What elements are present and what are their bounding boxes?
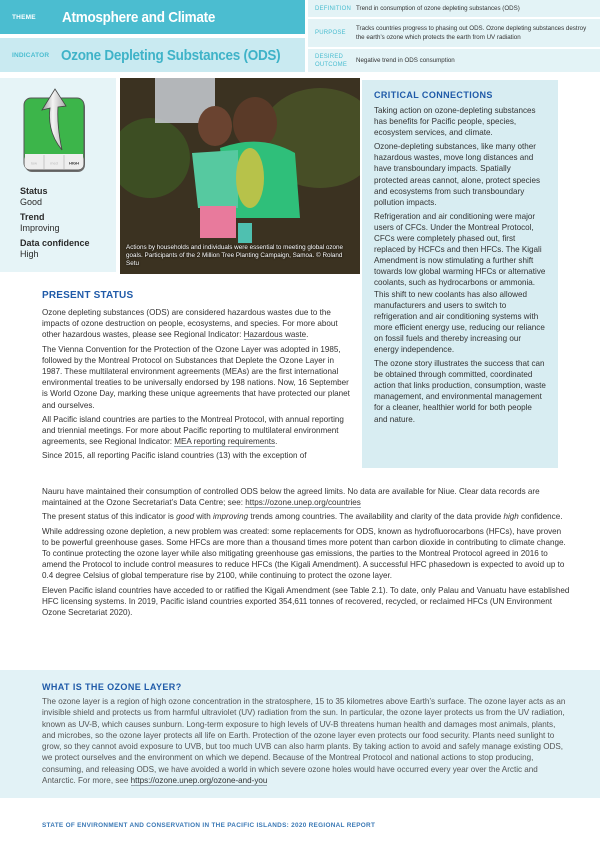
ps-paragraph [42,486,570,508]
ps-paragraph: The Vienna Convention for the Protection of the Ozone Layer was adopted in 1985, followed by the Montreal Protocol on Substances that Deplete the Ozone Layer in 1987. These multilateral environment agreements (MEAs) are the first international environmental treaties to be universally endorsed by 198 nations. Now, 16 September is World Ozone Day, marking these unique agreements that have protected our planet and ourselves. [42,344,350,410]
critical-connections-box [362,80,558,468]
ozone-layer-body: The ozone layer is a region of high ozone concentration in the stratosphere, 15 to 35 kilometres above Earth’s surface. The ozone layer acts as an invisible shield and protects us from harmful ultraviolet (UV) radiation from the sun. In particular, the ozone layer protects us from the UV radiation, known as UV-B, which causes sunburn. Long-term exposure to high levels of UV-B threatens human health and damages most animals, plants, and microbes, so the ozone layer protects all life on Earth. Protection of the ozone layer even protects our food security. Plants need sunlight to grow, so they cannot avoid exposure to UVB, but too much UVB can also harm plants. By taking action to avoid and safely manage existing ODS, we protect ourselves and the environment on which we depend. Because of the Montreal Protocol and national actions to stop producing, consuming, and releasing ODS, we have avoided a world in which severe ozone holes would have occurred every year over the Arctic and Antarctic. For more, see [42,697,566,786]
indicator-bar [0,38,305,72]
trend-value: Improving [20,223,60,233]
status-label: Status [20,186,48,196]
mea-reporting-link[interactable]: MEA reporting requirements [174,437,276,447]
purpose-label: PURPOSE [315,30,346,36]
ps-paragraph [42,414,354,448]
indicator-title: Ozone Depleting Substances (ODS) [61,46,281,64]
ps-emphasis: good [176,512,195,522]
photo-child-face [198,106,232,146]
ps-text: Ozone depleting substances (ODS) are considered hazardous wastes due to the impacts of ozone destruction on people, ecosystems, and species. For more about other hazardous wastes, please see Regional Indicator: [42,308,338,340]
trend-block [20,212,60,234]
report-footer: STATE OF ENVIRONMENT AND CONSERVATION IN THE PACIFIC ISLANDS: 2020 REGIONAL REPORT [42,822,376,829]
status-value: Good [20,197,43,207]
confidence-block [20,238,90,260]
ps-text: . [306,330,309,340]
cc-paragraph: The ozone story illustrates the success that can be obtained through committed, coordinated action that links production, consumption, waste management, and environmental management for a cleaner, healthier world for both people and nature. [374,359,546,424]
ozone-countries-link[interactable]: https://ozone.unep.org/countries [245,498,361,508]
gauge-level-med: med [50,160,58,166]
confidence-label: Data confidence [20,238,90,248]
ozone-layer-text [42,696,570,786]
ozone-layer-title: WHAT IS THE OZONE LAYER? [42,682,182,692]
ps-text: trends among countries. The availability and clarity of the data provide [248,512,504,522]
theme-label: THEME [12,13,36,21]
photo-child-shirt [192,150,238,208]
photo-caption: Actions by households and individuals were essential to meeting global ozone goals. Participants of the 2 Million Tree Planting Campaign, Samoa. © Roland Setu [126,244,344,267]
ozone-layer-box [0,670,600,798]
gauge-level-low: low [30,160,38,166]
definition-row [308,0,600,17]
gauge-strip-top [25,154,83,157]
photo-woman-face [233,97,277,149]
present-status-wide [42,486,570,621]
trend-label: Trend [20,212,45,222]
definition-panel [308,0,600,72]
outcome-text: Negative trend in ODS consumption [356,56,455,64]
outcome-label: DESIRED OUTCOME [315,53,348,68]
ps-text: All Pacific island countries are parties to the Montreal Protocol, with annual reporting and triennial meetings. For more about Pacific reporting to multilateral environment agreements, see Regional Indicator: [42,414,344,447]
indicator-label: INDICATOR [12,51,50,59]
photo-seedling [236,148,264,208]
status-gauge [22,88,88,174]
definition-label: DEFINITION [315,5,351,12]
critical-connections-title: CRITICAL CONNECTIONS [374,90,493,100]
photo-child-shorts [200,206,236,238]
ps-paragraph: Eleven Pacific island countries have acceded to or ratified the Kigali Amendment (see Table 2.1). To date, only Palau and Vanuatu have established HFC licensing systems. In 2019, Pacific island countries exported 354,611 tonnes of recovered, recycled, or reclaimed HFCs (UN Environment Ozone Secretariat 2020). [42,585,570,618]
outcome-row [308,49,600,72]
gauge-level-high: HIGH [69,160,79,166]
purpose-text: Tracks countries progress to phasing out ODS. Ozone depleting substances destroy the earth’s ozone which protects the earth from UV radiation [356,24,587,41]
tree-planting-photo [120,78,360,274]
ps-text: The present status of this indicator is [42,512,177,522]
cc-paragraph: Ozone-depleting substances, like many other hazardous wastes, move long distances and have transboundary impacts. Spatially protected areas cannot, alone, protect species and ecosystems from such transboundary pollution impacts. [374,142,541,207]
cc-paragraph: Refrigeration and air conditioning were major users of CFCs. Under the Montreal Protocol, CFCs were completely phased out, first replaced by HCFCs and then HFCs. The Kigali Amendment is now stimulating a further shift towards low global warming HFCs or alternative coolants, such as hydrocarbons or ammonia. This shift to new coolants has also allowed manufacturers and users to switch to refrigeration and air conditioning systems with more efficient energy use, reducing our reliance on fossil fuels and thereby increasing our energy independence. [374,211,546,354]
theme-title: Atmosphere and Climate [62,8,216,26]
cc-paragraph: Taking action on ozone-depleting substances has benefits for Pacific people, species, ecosystem services, and climate. [374,106,536,138]
hazardous-waste-link[interactable]: Hazardous waste [243,330,307,340]
ps-paragraph: While addressing ozone depletion, a new problem was created: some replacements for ODS, known as hydrofluorocarbons (HFCs), have proven to be powerful greenhouse gases. Some HFCs are more than a thousand times more potent than carbon dioxide in contributing to climate change. To continue protecting the ozone layer while also mitigating greenhouse gas emissions, the parties to the Montreal Protocol agreed in 2016 to amend the Protocol to include control measures to reduce HFCs (the Kigali Amendment). A successful HFC phasedown is expected to avoid up to 0.4 degree Celsius of global temperature rise by 2100, while continuing to protect the ozone layer. [42,526,566,581]
confidence-value: High [20,249,39,259]
ozone-and-you-link[interactable]: https://ozone.unep.org/ozone-and-you [130,776,268,786]
ps-text: . [275,437,278,447]
ps-emphasis: high [503,512,519,522]
ps-text: with [194,512,213,522]
status-panel [0,78,116,272]
definition-text: Trend in consumption of ozone depleting substances (ODS) [356,4,520,12]
ps-paragraph-line: Since 2015, all reporting Pacific island countries (13) with the exception of [42,451,307,461]
ps-text: confidence. [518,512,563,522]
purpose-row [308,19,600,47]
status-block [20,186,48,208]
ps-emphasis: improving [212,512,249,522]
ps-paragraph [42,307,354,341]
ps-text: Nauru have maintained their consumption of controlled ODS below the agreed limits. No data are available for Niue. Clear data records are maintained at the Ozone Secretariat’s Data Centre; see: [42,487,540,508]
present-status-title: PRESENT STATUS [42,290,134,301]
present-status-column [42,307,354,462]
ps-paragraph [42,511,570,522]
photo-glove [238,223,252,243]
theme-bar [0,0,305,34]
